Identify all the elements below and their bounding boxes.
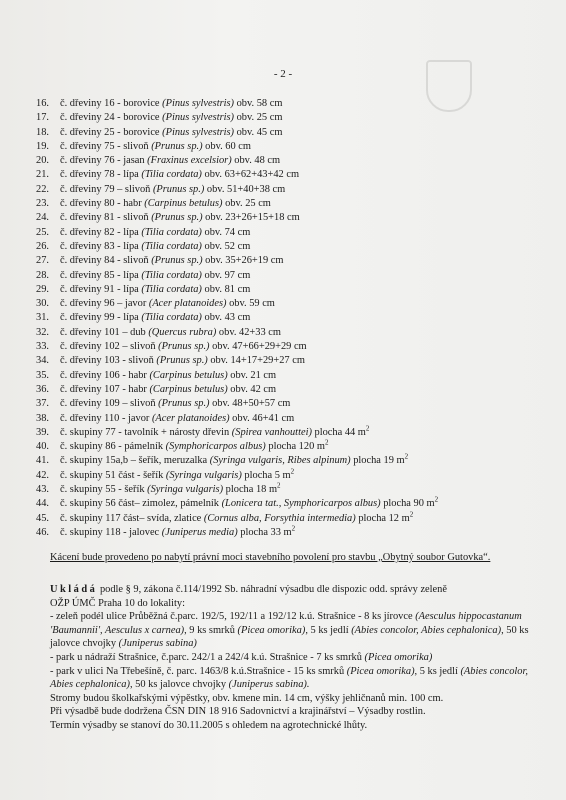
item-latin-name: (Tilia cordata) [141, 240, 202, 252]
item-latin-name: (Prunus sp.) [156, 355, 208, 367]
list-item [36, 340, 438, 354]
locality-prubezna [50, 610, 534, 651]
item-number: 35. [36, 369, 49, 381]
item-number: 31. [36, 312, 49, 324]
item-text: č. dřeviny 106 - habr [60, 369, 150, 381]
planting-spec-line: Stromy budou školkařskými výpěstky, obv. kmene min. 14 cm, výšky jehličnanů min. 100 cm. [50, 692, 444, 704]
item-text: č. dřeviny 76 - jasan [60, 155, 148, 167]
locality-nadrazi-latin: (Picea omorika) [364, 651, 433, 663]
item-text: č. dřeviny 99 - lípa [60, 312, 142, 324]
item-text: č. dřeviny 79 – slivoň [60, 183, 153, 195]
item-text: č. dřeviny 81 - slivoň [60, 212, 152, 224]
item-text: č. skupiny 86 - pámelník [60, 441, 166, 453]
item-measure: plocha 18 m [223, 484, 278, 496]
list-item [36, 454, 438, 468]
item-text: č. dřeviny 107 - habr [60, 383, 150, 395]
list-item [36, 154, 438, 168]
item-latin-name: (Carpinus betulus) [144, 198, 223, 210]
page-number: - 2 - [273, 68, 293, 80]
item-number: 39. [36, 426, 49, 438]
item-number: 28. [36, 269, 49, 281]
item-unit-exponent: 2 [365, 424, 370, 433]
item-measure: plocha 44 m [311, 426, 366, 438]
item-number: 46. [36, 526, 49, 538]
item-unit-exponent: 2 [404, 452, 409, 461]
item-latin-name: (Tilia cordata) [141, 312, 202, 324]
item-measure: obv. 58 cm [234, 98, 283, 109]
list-item [36, 383, 438, 397]
list-item [36, 526, 438, 540]
item-measure: obv. 81 cm [201, 283, 251, 295]
item-latin-name: (Pinus sylvestris) [162, 98, 235, 109]
item-text: č. skupiny 118 - jalovec [60, 526, 162, 538]
list-item [36, 283, 438, 297]
item-measure: obv. 63+62+43+42 cm [201, 169, 300, 181]
item-number: 29. [36, 283, 49, 295]
item-measure: plocha 19 m [350, 455, 405, 467]
item-measure: obv. 14+17+29+27 cm [207, 355, 305, 367]
item-text: č. dřeviny 80 - habr [60, 198, 145, 210]
item-latin-name: (Cornus alba, Forsythia intermedia) [203, 512, 356, 524]
list-item [36, 297, 438, 311]
list-item [36, 168, 438, 182]
item-number: 23. [36, 198, 49, 210]
item-text: č. dřeviny 101 – dub [60, 326, 149, 338]
item-text: č. dřeviny 85 - lípa [60, 269, 142, 281]
item-unit-exponent: 2 [291, 524, 296, 533]
uklada-intro-line [50, 583, 534, 597]
item-measure: obv. 48 cm [231, 155, 281, 167]
list-item [36, 369, 438, 383]
deadline-line: Termín výsadby se stanoví do 30.11.2005 s ohledem na agrotechnické lhůty. [50, 719, 368, 731]
uklada-locality-line: OŽP ÚMČ Praha 10 do lokality: [50, 597, 185, 609]
item-unit-exponent: 2 [324, 438, 329, 447]
item-latin-name: (Pinus sylvestris) [162, 126, 235, 138]
item-latin-name: (Prunus sp.) [158, 398, 210, 410]
item-measure: plocha 120 m [265, 441, 325, 453]
item-measure: obv. 97 cm [201, 269, 251, 281]
item-text: č. skupiny 15a,b – šeřík, meruzalka [60, 455, 210, 467]
list-item [36, 97, 438, 111]
item-measure: obv. 74 cm [201, 226, 251, 238]
item-latin-name: (Spirea vanhouttei) [231, 426, 312, 438]
item-number: 33. [36, 341, 49, 353]
list-item [36, 254, 438, 268]
item-text: č. skupiny 56 část– zimolez, pámelník [60, 498, 222, 510]
item-text: č. dřeviny 91 - lípa [60, 283, 142, 295]
item-latin-name: (Tilia cordata) [141, 283, 202, 295]
locality-trebesin [50, 665, 534, 692]
locality-trebesin-text: - park v ulici Na Třebešíně, č. parc. 1463/8 k.ú.Strašnice - 15 ks smrků [50, 665, 347, 677]
item-measure: plocha 12 m [355, 512, 410, 524]
item-text: č. dřeviny 75 - slivoň [60, 140, 152, 152]
list-item [36, 240, 438, 254]
list-item [36, 354, 438, 368]
item-number: 16. [36, 98, 49, 109]
item-number: 44. [36, 498, 49, 510]
item-text: č. dřeviny 83 - lípa [60, 240, 142, 252]
item-latin-name: (Pinus sylvestris) [162, 112, 235, 124]
item-text: č. dřeviny 96 – javor [60, 298, 149, 310]
item-number: 17. [36, 112, 49, 124]
list-item [36, 140, 438, 154]
item-measure: obv. 45 cm [234, 126, 283, 138]
item-latin-name: (Carpinus betulus) [149, 369, 228, 381]
item-number: 43. [36, 484, 49, 496]
item-unit-exponent: 2 [277, 481, 281, 490]
item-measure: plocha 5 m [241, 469, 291, 481]
replacement-planting-section [50, 583, 534, 733]
item-text: č. dřeviny 82 - lípa [60, 226, 142, 238]
locality-prubezna-text-4: , 50 ks jalovce chvojky [50, 624, 529, 650]
item-text: č. dřeviny 78 - lípa [60, 169, 142, 181]
item-number: 26. [36, 240, 49, 252]
locality-trebesin-latin-2: (Abies concolor, Abies cephalonica) [50, 665, 528, 691]
item-number: 18. [36, 126, 49, 138]
item-text: č. skupiny 55 - šeřík [60, 484, 148, 496]
list-item [36, 412, 438, 426]
item-measure: obv. 48+50+57 cm [209, 398, 291, 410]
item-number: 42. [36, 469, 49, 481]
item-number: 24. [36, 212, 49, 224]
item-text: č. dřeviny 24 - borovice [60, 112, 163, 124]
item-text: č. dřeviny 16 - borovice [60, 98, 163, 109]
list-item [36, 197, 438, 211]
item-latin-name: (Prunus sp.) [151, 255, 203, 267]
locality-prubezna-text: - zeleň podél ulice Průběžná č.parc. 192/5, 192/11 a 192/12 k.ú. Strašnice - 8 ks jírovce [50, 611, 416, 623]
item-latin-name: (Syringa vulgaris, Ribes alpinum) [209, 455, 351, 467]
item-number: 37. [36, 398, 49, 410]
item-measure: obv. 46+41 cm [229, 412, 295, 424]
list-item [36, 440, 438, 454]
list-item [36, 211, 438, 225]
item-number: 20. [36, 155, 49, 167]
item-measure: obv. 23+26+15+18 cm [202, 212, 300, 224]
list-item [36, 497, 438, 511]
item-measure: obv. 52 cm [201, 240, 251, 252]
item-number: 40. [36, 441, 49, 453]
item-measure: obv. 60 cm [202, 140, 251, 152]
item-latin-name: (Syringa vulgaris) [147, 484, 224, 496]
item-measure: obv. 42 cm [227, 383, 277, 395]
list-item [36, 512, 438, 526]
item-number: 22. [36, 183, 49, 195]
item-measure: obv. 42+33 cm [216, 326, 281, 338]
item-text: č. skupiny 51 část - šeřík [60, 469, 166, 481]
item-latin-name: (Symphoricarpos albus) [165, 441, 266, 453]
list-item [36, 311, 438, 325]
item-number: 41. [36, 455, 49, 467]
item-measure: plocha 90 m [380, 498, 435, 510]
item-latin-name: (Prunus sp.) [152, 183, 205, 195]
item-latin-name: (Tilia cordata) [141, 269, 202, 281]
locality-prubezna-text-3: , 5 ks jedlí [305, 624, 352, 636]
list-item [36, 183, 438, 197]
item-measure: obv. 47+66+29+29 cm [209, 341, 307, 353]
item-measure: obv. 43 cm [201, 312, 251, 324]
item-number: 36. [36, 383, 49, 395]
standard-line: Při výsadbě bude dodržena ČSN DIN 18 916 Sadovnictví a krajinářství – Výsadby rostlin. [50, 706, 426, 718]
item-latin-name: (Syringa vulgaris) [165, 469, 242, 481]
item-number: 45. [36, 512, 49, 524]
item-latin-name: (Acer platanoides) [148, 298, 227, 310]
item-measure: plocha 33 m [237, 526, 292, 538]
item-measure: obv. 25 cm [234, 112, 283, 124]
item-number: 21. [36, 169, 49, 181]
item-latin-name: (Juniperus media) [161, 526, 238, 538]
locality-prubezna-latin-2: (Picea omorika) [237, 624, 306, 636]
locality-prubezna-text-2: , 9 ks smrků [184, 624, 238, 636]
felling-condition-text: Kácení bude provedeno po nabytí právní moci stavebního povolení pro stavbu „Obytný soubor Gutovka“. [50, 552, 491, 563]
list-item [36, 126, 438, 140]
item-unit-exponent: 2 [434, 495, 439, 504]
item-number: 27. [36, 255, 49, 267]
list-item [36, 226, 438, 240]
item-text: č. dřeviny 102 – slivoň [60, 341, 159, 353]
item-latin-name: (Prunus sp.) [151, 140, 203, 152]
list-item [36, 426, 438, 440]
locality-trebesin-latin-3: (Juniperus sabina). [228, 679, 310, 691]
locality-prubezna-latin-1: (Aesculus hippocastanum 'Baumannii', Aesculus x carnea) [50, 611, 522, 636]
item-measure: obv. 35+26+19 cm [202, 255, 284, 267]
item-measure: obv. 51+40+38 cm [204, 183, 286, 195]
item-text: č. dřeviny 103 - slivoň [60, 355, 157, 367]
item-unit-exponent: 2 [290, 467, 295, 476]
item-text: č. dřeviny 109 – slivoň [60, 398, 159, 410]
item-text: č. dřeviny 25 - borovice [60, 126, 163, 138]
tree-removal-list [36, 97, 438, 540]
locality-nadrazi [50, 651, 534, 665]
locality-prubezna-latin-4: (Juniperus sabina) [118, 638, 197, 650]
item-latin-name: (Fraxinus excelsior) [147, 155, 232, 167]
item-number: 34. [36, 355, 49, 367]
item-text: č. skupiny 77 - tavolník + nárosty dřevin [60, 426, 232, 438]
item-number: 19. [36, 140, 49, 152]
item-text: č. dřeviny 84 - slivoň [60, 255, 152, 267]
item-text: č. dřeviny 110 - javor [60, 412, 152, 424]
list-item [36, 469, 438, 483]
locality-trebesin-text-2: , 5 ks jedlí [414, 665, 461, 677]
list-item [36, 111, 438, 125]
item-number: 25. [36, 226, 49, 238]
item-measure: obv. 25 cm [222, 198, 271, 210]
uklada-intro: podle § 9, zákona č.114/1992 Sb. náhradní výsadbu dle dispozic odd. správy zeleně [97, 584, 447, 595]
uklada-keyword: Ukládá [50, 584, 98, 595]
item-text: č. skupiny 117 část– svída, zlatice [60, 512, 204, 524]
item-latin-name: (Acer platanoides) [151, 412, 230, 424]
item-latin-name: (Carpinus betulus) [149, 383, 228, 395]
item-latin-name: (Quercus rubra) [148, 326, 217, 338]
item-latin-name: (Lonicera tat., Symphoricarpos albus) [221, 498, 381, 510]
item-latin-name: (Tilia cordata) [141, 226, 202, 238]
locality-trebesin-text-3: , 50 ks jalovce chvojky [129, 679, 229, 691]
item-measure: obv. 59 cm [226, 298, 275, 310]
list-item [36, 326, 438, 340]
list-item [36, 483, 438, 497]
item-number: 38. [36, 412, 49, 424]
locality-prubezna-latin-3: (Abies concolor, Abies cephalonica) [351, 624, 502, 636]
item-measure: obv. 21 cm [227, 369, 277, 381]
item-latin-name: (Prunus sp.) [151, 212, 203, 224]
item-number: 32. [36, 326, 49, 338]
list-item [36, 269, 438, 283]
item-unit-exponent: 2 [409, 510, 414, 519]
item-number: 30. [36, 298, 49, 310]
list-item [36, 397, 438, 411]
locality-nadrazi-text: - park u nádraží Strašnice, č.parc. 242/1 a 242/4 k.ú. Strašnice - 7 ks smrků [50, 651, 365, 663]
locality-trebesin-latin-1: (Picea omorika) [346, 665, 415, 677]
item-latin-name: (Tilia cordata) [141, 169, 202, 181]
item-latin-name: (Prunus sp.) [158, 341, 210, 353]
